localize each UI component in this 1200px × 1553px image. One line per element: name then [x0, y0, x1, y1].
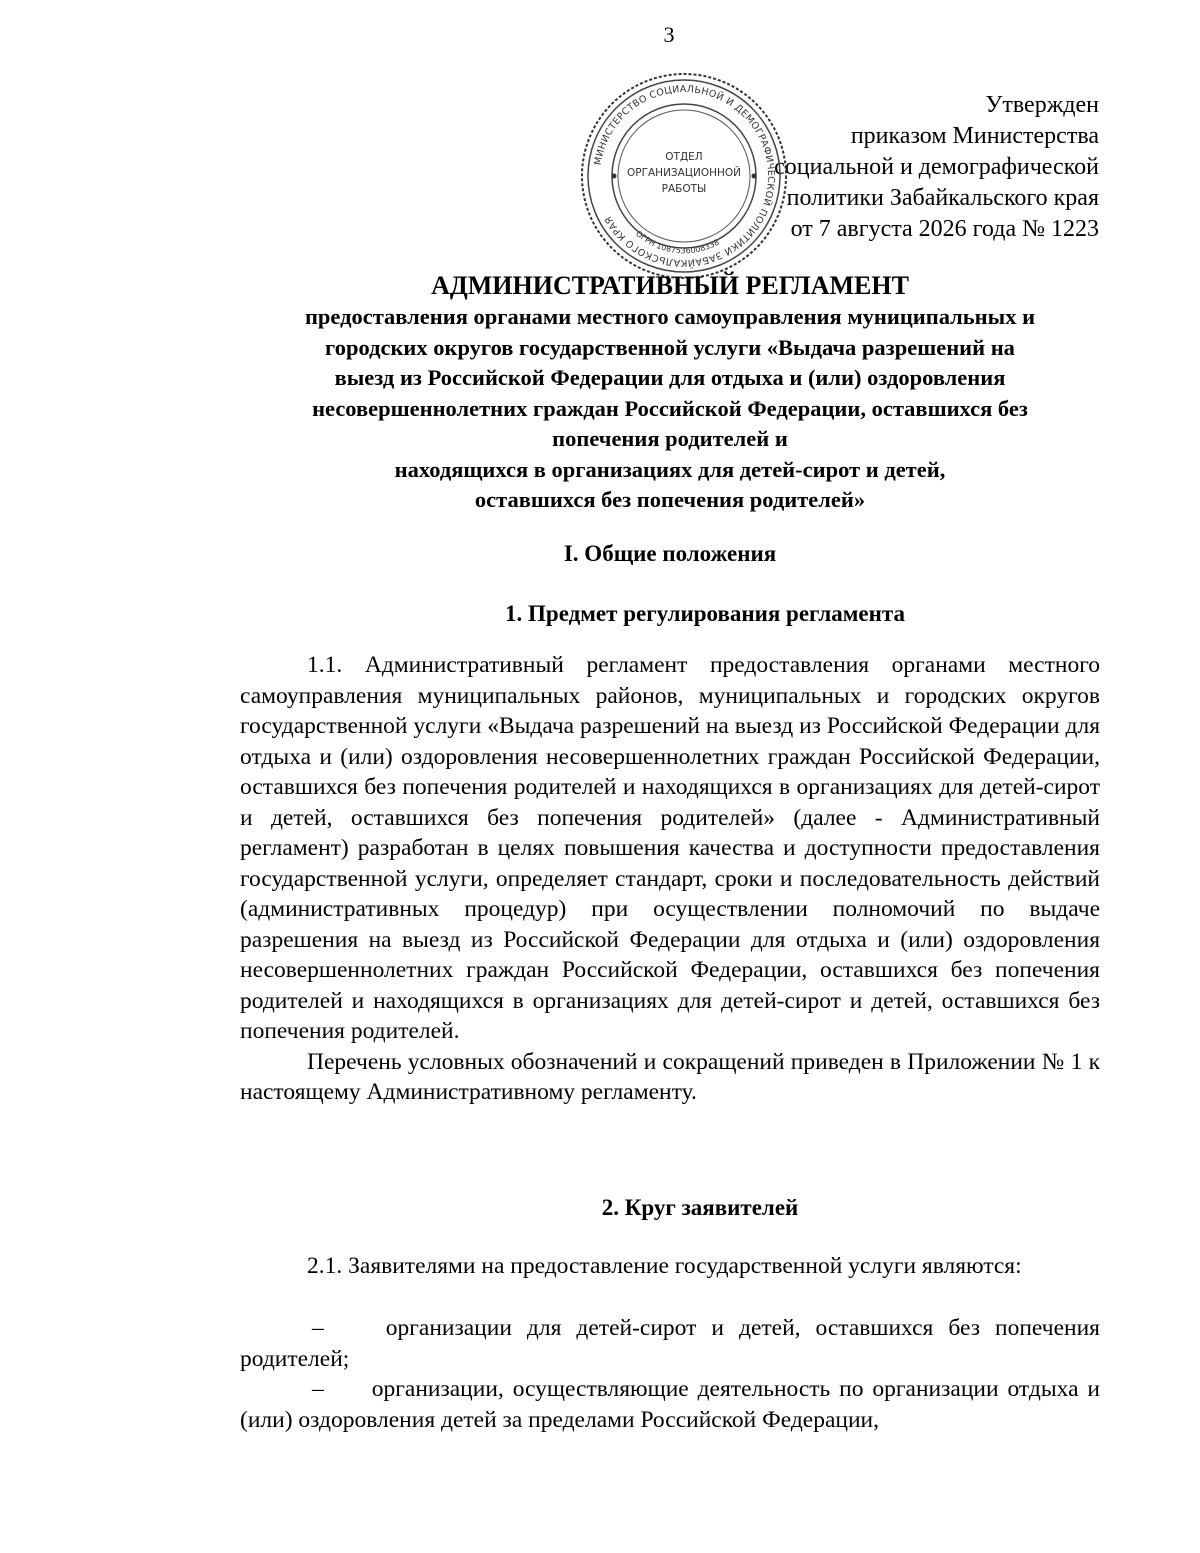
subtitle-line: несовершеннолетних граждан Российской Федерации, оставшихся без	[312, 395, 1028, 421]
paragraph: 1.1. Административный регламент предоставления органами местного самоуправления муниципальных районов, муниципальных и городских округов государственной услуги «Выдача разрешений на выезд из Российской Федерации для отдыха и (или) оздоровления несовершеннолетних граждан Российской Федерации, оставшихся без попечения родителей и находящихся в организациях для детей-сирот и детей, оставшихся без попечения родителей» (далее - Административный регламент) разработан в целях повышения качества и доступности предоставления государственной услуги, определяет стандарт, сроки и последовательность действий (административных процедур) при осуществлении полномочий по выдаче разрешения на выезд из Российской Федерации для отдыха и (или) оздоровления несовершеннолетних граждан Российской Федерации, оставшихся без попечения родителей и находящихся в организациях для детей-сирот и детей, оставшихся без попечения родителей.	[240, 652, 1100, 1044]
list-item	[240, 1313, 1100, 1374]
list-dash: –	[312, 1376, 324, 1402]
paragraph: 2.1. Заявителями на предоставление государственной услуги являются:	[307, 1253, 1022, 1279]
subsection-heading: 1. Предмет регулирования регламента	[505, 601, 905, 626]
document-title: АДМИНИСТРАТИВНЫЙ РЕГЛАМЕНТ	[431, 271, 909, 300]
stamp-center-line: РАБОТЫ	[661, 183, 707, 195]
approval-line: от 7 августа 2026 года № 1223	[790, 216, 1099, 242]
approval-line: приказом Министерства	[850, 123, 1099, 149]
stamp-center-line: ОРГАНИЗАЦИОННОЙ	[626, 167, 742, 179]
document-title-block	[240, 269, 1100, 516]
approval-line: Утвержден	[985, 92, 1099, 118]
stamp-ogrn: ОГРН 1087536008338	[634, 228, 721, 256]
subtitle-line: попечения родителей и	[552, 426, 788, 451]
subtitle-line: городских округов государственной услуги «Выдача разрешений на	[325, 334, 1015, 360]
subtitle-line: выезд из Российской Федерации для отдыха и (или) оздоровления	[334, 365, 1006, 390]
applicant-list	[240, 1313, 1100, 1435]
list-dash: –	[312, 1315, 324, 1341]
approval-line: социальной и демографической	[774, 154, 1099, 180]
list-item-text: организации для детей-сирот и детей, оставшихся без попечения родителей;	[240, 1315, 1100, 1372]
document-subtitle	[240, 302, 1100, 516]
paragraph: Перечень условных обозначений и сокращений приведен в Приложении № 1 к настоящему Административному регламенту.	[240, 1048, 1100, 1105]
subtitle-line: предоставления органами местного самоуправления муниципальных и	[304, 304, 1036, 329]
approval-block	[774, 90, 1099, 245]
subsection-heading: 2. Круг заявителей	[601, 1195, 799, 1220]
subtitle-line: оставшихся без попечения родителей»	[474, 487, 866, 512]
list-item	[240, 1374, 1100, 1435]
stamp-center-line: ОТДЕЛ	[665, 151, 703, 163]
subtitle-line: находящихся в организациях для детей-сирот и детей,	[394, 456, 946, 482]
section-body	[240, 1251, 1100, 1282]
list-item-text: организации, осуществляющие деятельность по организации отдыха и (или) оздоровления детей за пределами Российской Федерации,	[240, 1376, 1100, 1433]
section-heading: I. Общие положения	[563, 541, 777, 566]
official-stamp	[578, 70, 790, 282]
section-body	[240, 650, 1100, 1108]
stamp-ring-text: МИНИСТЕРСТВО СОЦИАЛЬНОЙ И ДЕМОГРАФИЧЕСКОЙ ПОЛИТИКИ ЗАБАЙКАЛЬСКОГО КРАЯ	[592, 83, 777, 269]
page-number: 3	[663, 22, 675, 47]
approval-line: политики Забайкальского края	[786, 185, 1099, 211]
